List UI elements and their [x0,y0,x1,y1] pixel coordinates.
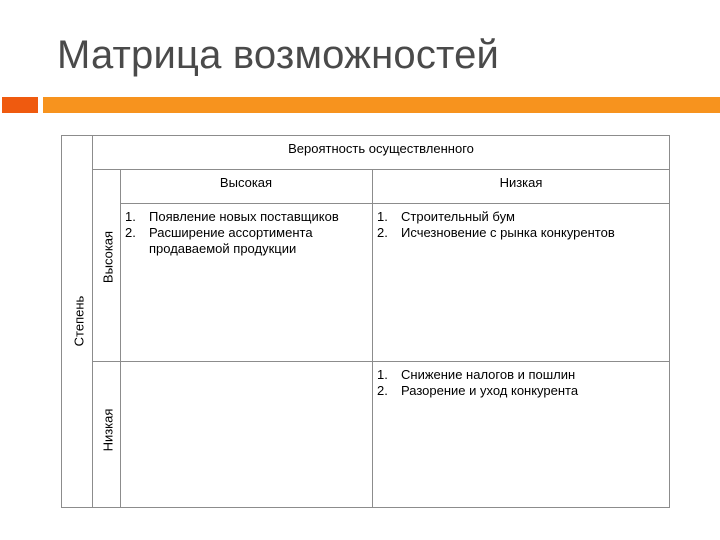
cell-low-high [120,361,373,508]
list-item: 1. Появление новых поставщиков [125,209,339,224]
list-low-low [377,367,667,399]
list-item: 2. Исчезновение с рынка конкурентов [377,225,615,240]
accent-bar [43,97,720,113]
accent-square [2,97,38,113]
list-item: 1. Снижение налогов и пошлин [377,367,576,382]
list-high-low [377,209,667,241]
list-high-high [125,209,369,257]
list-item: 2. Расширение ассортимента продаваемой продукции [125,225,313,256]
col-axis-label: Вероятность осуществленного [288,141,474,156]
row-header-high: Высокая [100,230,116,284]
col-header-high: Высокая [219,175,273,190]
col-header-low: Низкая [499,175,543,190]
row-axis-label: Степень [71,295,87,347]
row-header-low: Низкая [100,408,116,452]
list-item: 2. Разорение и уход конкурента [377,383,579,398]
slide-title: Матрица возможностей [57,33,500,77]
list-item: 1. Строительный бум [377,209,515,224]
